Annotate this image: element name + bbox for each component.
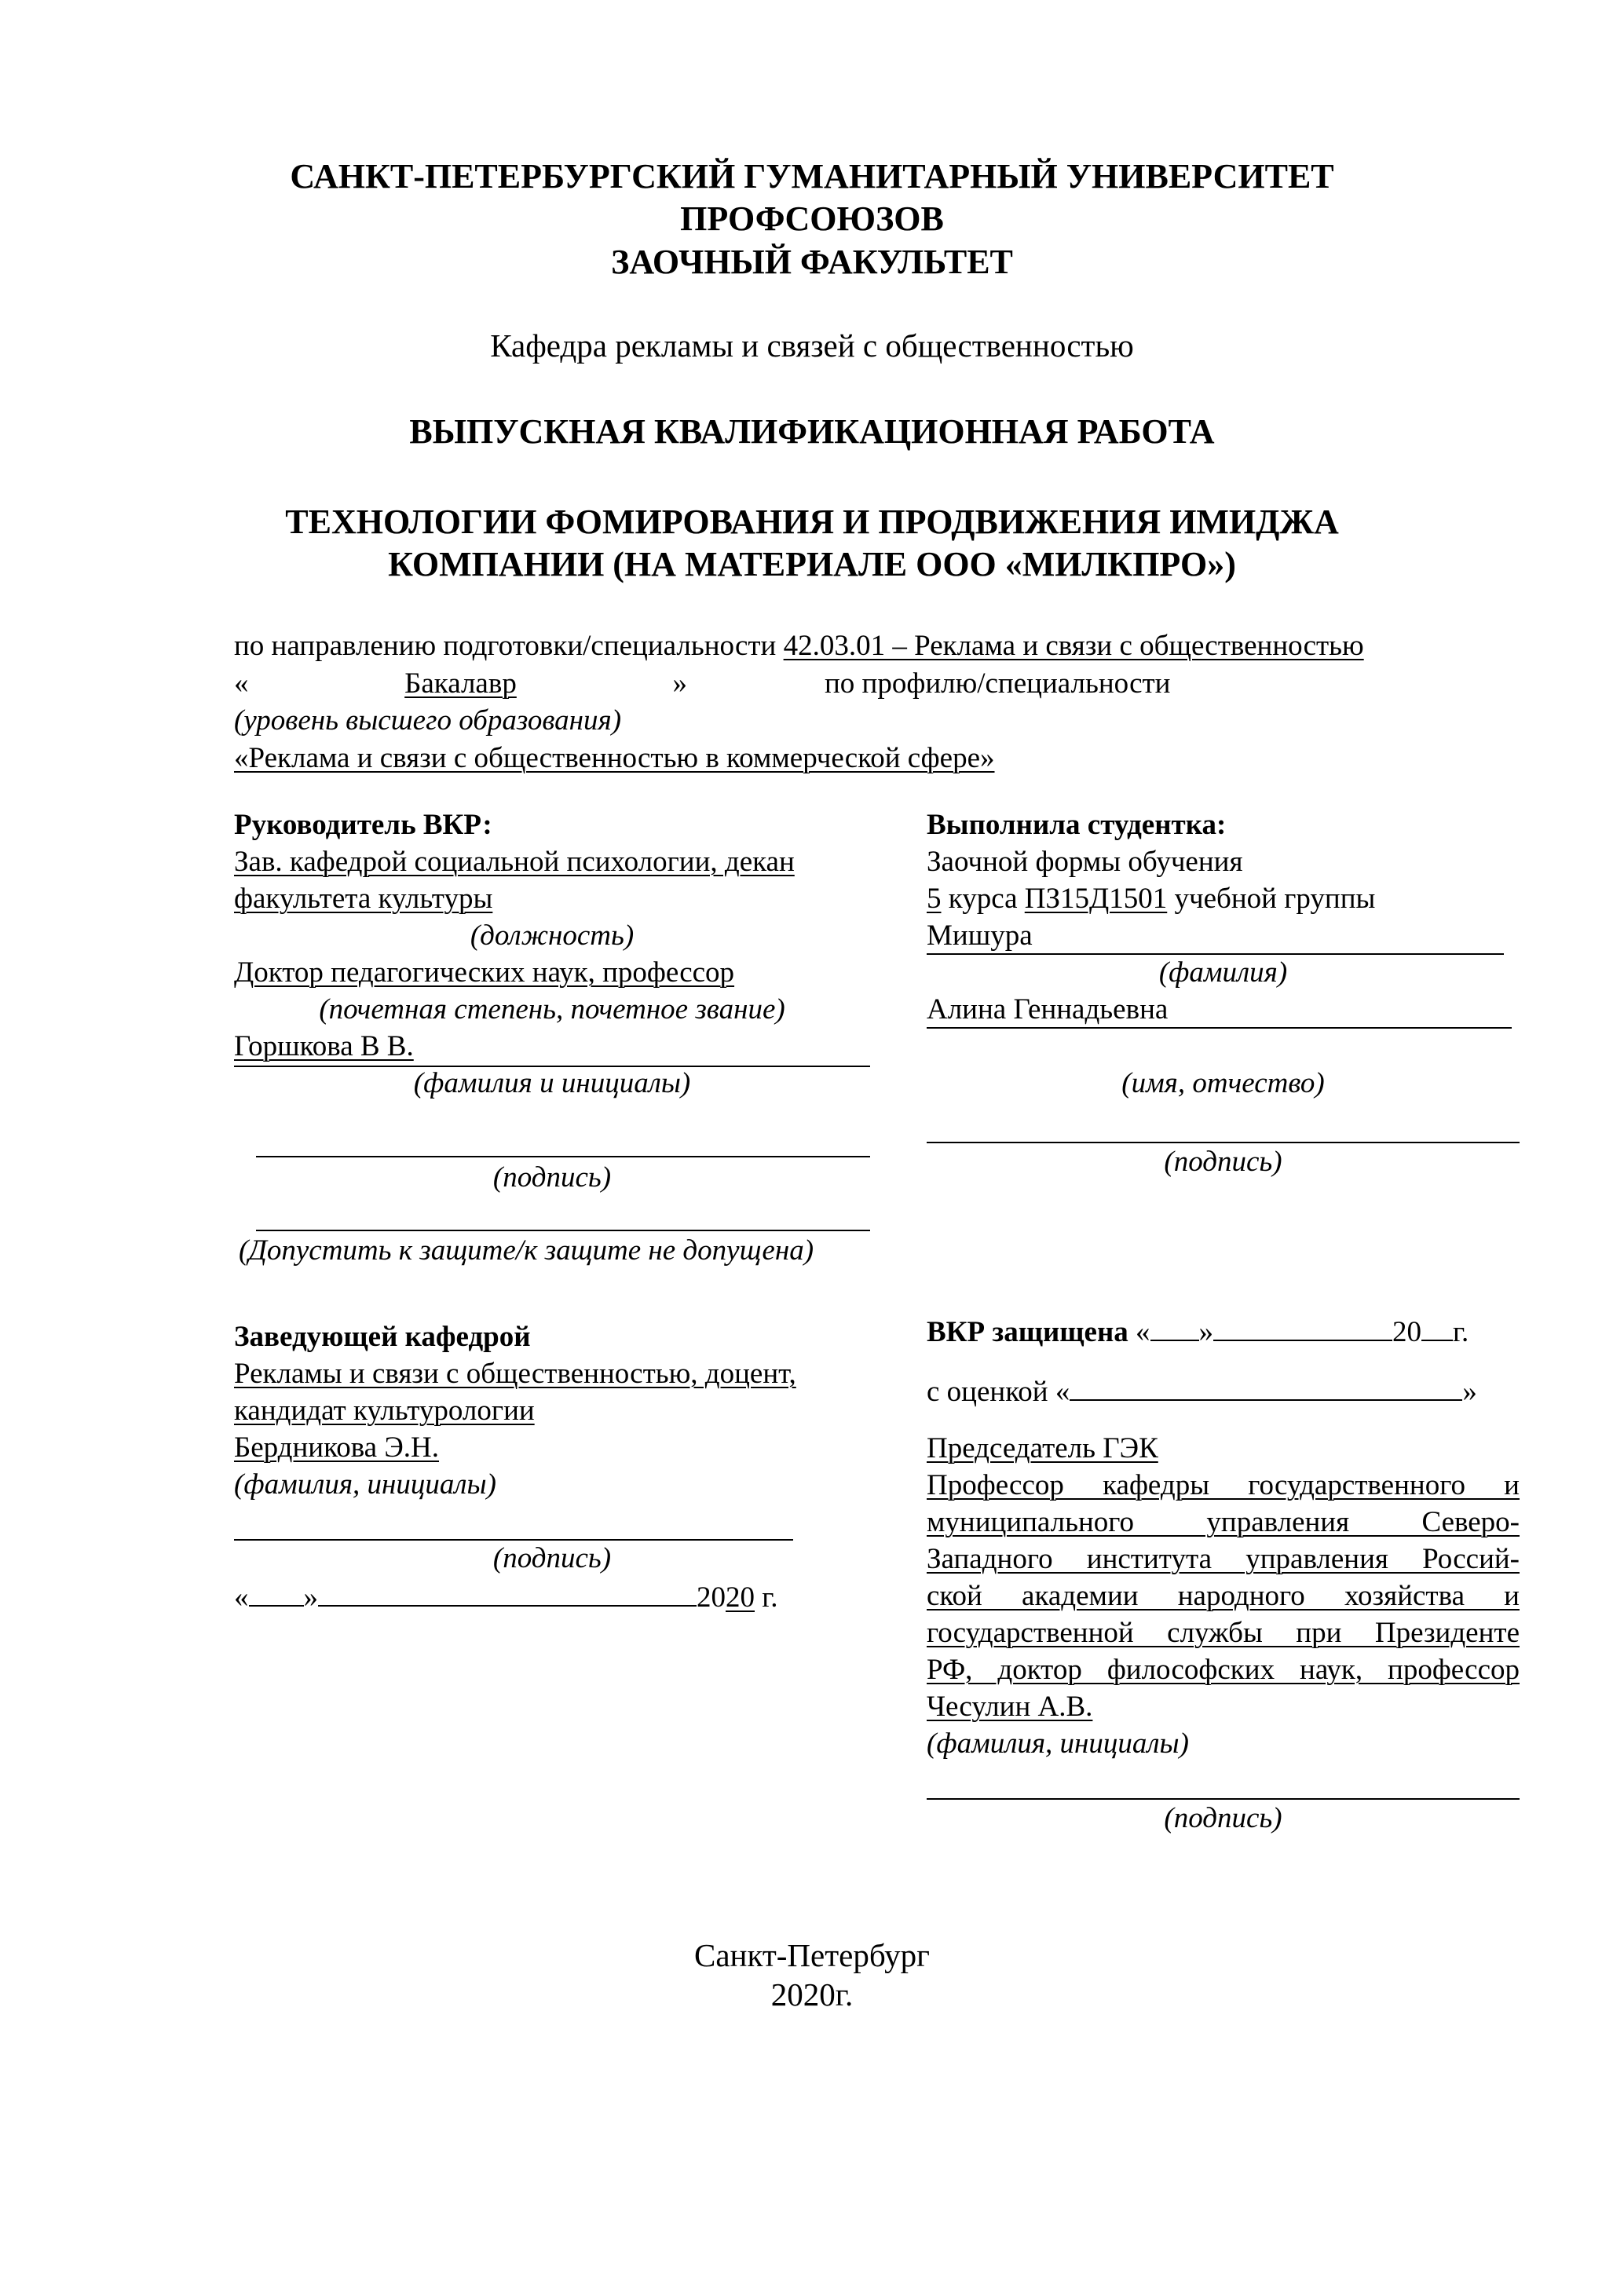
supervisor-signature-field[interactable] — [256, 1156, 870, 1157]
defense-label: ВКР защищена — [927, 1316, 1128, 1348]
course-label: курса — [948, 883, 1018, 915]
direction-value: 42.03.01 – Реклама и связи с общественностью — [783, 630, 1364, 662]
footer-city: Санкт-Петербург — [694, 1937, 930, 1973]
profile-value: «Реклама и связи с общественностью в коммерческой сфере» — [234, 742, 995, 774]
head-name-caption: (фамилия, инициалы) — [234, 1468, 496, 1501]
quote-close: » — [672, 667, 687, 700]
student-given-names-underline — [927, 1027, 1512, 1029]
quote-open: « — [1136, 1316, 1150, 1348]
chair-position-line: ской академии народного хозяйства и — [927, 1580, 1520, 1612]
head-approval-date — [234, 1578, 778, 1616]
student-study-form: Заочной формы обучения — [927, 846, 1243, 878]
faculty-name: ЗАОЧНЫЙ ФАКУЛЬТЕТ — [611, 243, 1013, 281]
defense-month-field[interactable] — [1213, 1313, 1392, 1341]
supervisor-name-caption: (фамилия и инициалы) — [413, 1067, 691, 1099]
student-surname-caption: (фамилия) — [1158, 956, 1288, 989]
year-end: г. — [755, 1581, 778, 1614]
head-position-line2: кандидат культурологии — [234, 1395, 535, 1427]
footer-year: 2020г. — [770, 1976, 854, 2013]
chair-position-line: муниципального управления Северо- — [927, 1506, 1520, 1538]
head-signature-caption: (подпись) — [492, 1542, 612, 1574]
admission-caption: (Допустить к защите/к защите не допущена) — [239, 1234, 814, 1267]
program-direction — [234, 628, 1364, 664]
chair-title: Председатель ГЭК — [927, 1432, 1158, 1464]
group-label: учебной группы — [1174, 883, 1376, 915]
defense-year-field[interactable] — [1421, 1313, 1453, 1341]
supervisor-position-caption: (должность) — [470, 919, 635, 952]
year-suffix: 20 — [726, 1581, 755, 1614]
supervisor-position-line1: Зав. кафедрой социальной психологии, декан — [234, 846, 795, 878]
grade-field[interactable] — [1070, 1373, 1462, 1401]
chair-signature-field[interactable] — [927, 1798, 1520, 1800]
defense-date-row — [927, 1313, 1469, 1351]
supervisor-signature-caption: (подпись) — [492, 1161, 612, 1194]
year-end: г. — [1453, 1316, 1469, 1348]
supervisor-degree: Доктор педагогических наук, профессор — [234, 956, 735, 989]
chair-position-line: РФ, доктор философских наук, профессор — [927, 1654, 1520, 1686]
student-signature-caption: (подпись) — [1164, 1146, 1282, 1178]
head-of-department-heading: Заведующей кафедрой — [234, 1321, 531, 1353]
course-number: 5 — [927, 883, 942, 915]
quote-close: » — [1462, 1376, 1477, 1408]
head-name: Бердникова Э.Н. — [234, 1431, 440, 1464]
thesis-title-line1: ТЕХНОЛОГИИ ФОМИРОВАНИЯ И ПРОДВИЖЕНИЯ ИМИДЖА — [285, 503, 1339, 541]
head-position-line1: Рекламы и связи с общественностью, доцент, — [234, 1358, 796, 1390]
quote-open: « — [234, 667, 249, 700]
student-signature-field[interactable] — [927, 1142, 1520, 1143]
chair-position-line: государственной службы при Президенте — [927, 1617, 1520, 1649]
year-prefix: 20 — [697, 1581, 726, 1614]
chair-name: Чесулин А.В. — [927, 1691, 1093, 1723]
university-name-line1: САНКТ-ПЕТЕРБУРГСКИЙ ГУМАНИТАРНЫЙ УНИВЕРСИТЕТ — [290, 157, 1334, 196]
month-field[interactable] — [318, 1578, 697, 1607]
student-heading: Выполнила студентка: — [927, 809, 1227, 841]
work-type: ВЫПУСКНАЯ КВАЛИФИКАЦИОННАЯ РАБОТА — [409, 412, 1215, 451]
defense-grade-row — [927, 1373, 1477, 1410]
supervisor-name-text: Горшкова В В. — [234, 1030, 414, 1062]
year-prefix: 20 — [1392, 1316, 1422, 1348]
thesis-title-line2: КОМПАНИИ (НА МАТЕРИАЛЕ ООО «МИЛКПРО») — [388, 545, 1236, 583]
group-code: ПЗ15Д1501 — [1024, 883, 1168, 915]
quote-close: » — [303, 1581, 318, 1614]
chair-signature-caption: (подпись) — [1164, 1802, 1282, 1834]
chair-position-line: Западного института управления Россий- — [927, 1543, 1520, 1575]
education-level-value: Бакалавр — [404, 667, 517, 700]
quote-close: » — [1198, 1316, 1214, 1348]
direction-label: по направлению подготовки/специальности — [234, 630, 777, 662]
student-course-group — [927, 881, 1375, 917]
student-given-names-caption: (имя, отчество) — [1121, 1067, 1325, 1099]
chair-name-caption: (фамилия, инициалы) — [927, 1727, 1189, 1760]
supervisor-name — [234, 1029, 870, 1065]
quote-open: « — [234, 1581, 249, 1614]
department-name: Кафедра рекламы и связей с общественностью — [490, 327, 1134, 364]
supervisor-degree-caption: (почетная степень, почетное звание) — [319, 993, 785, 1026]
supervisor-position-line2: факультета культуры — [234, 883, 493, 915]
profile-label: по профилю/специальности — [825, 667, 1171, 700]
student-surname: Мишура — [927, 919, 1033, 952]
defense-day-field[interactable] — [1150, 1313, 1199, 1341]
day-field[interactable] — [249, 1578, 304, 1607]
grade-label: с оценкой « — [927, 1376, 1070, 1408]
chair-position-line: Профессор кафедры государственного и — [927, 1469, 1520, 1501]
admission-decision-field[interactable] — [256, 1230, 870, 1231]
education-level-row — [234, 666, 687, 702]
education-level-caption: (уровень высшего образования) — [234, 704, 622, 737]
supervisor-heading: Руководитель ВКР: — [234, 809, 492, 841]
university-name-line2: ПРОФСОЮЗОВ — [680, 199, 944, 238]
student-given-names: Алина Геннадьевна — [927, 993, 1169, 1026]
